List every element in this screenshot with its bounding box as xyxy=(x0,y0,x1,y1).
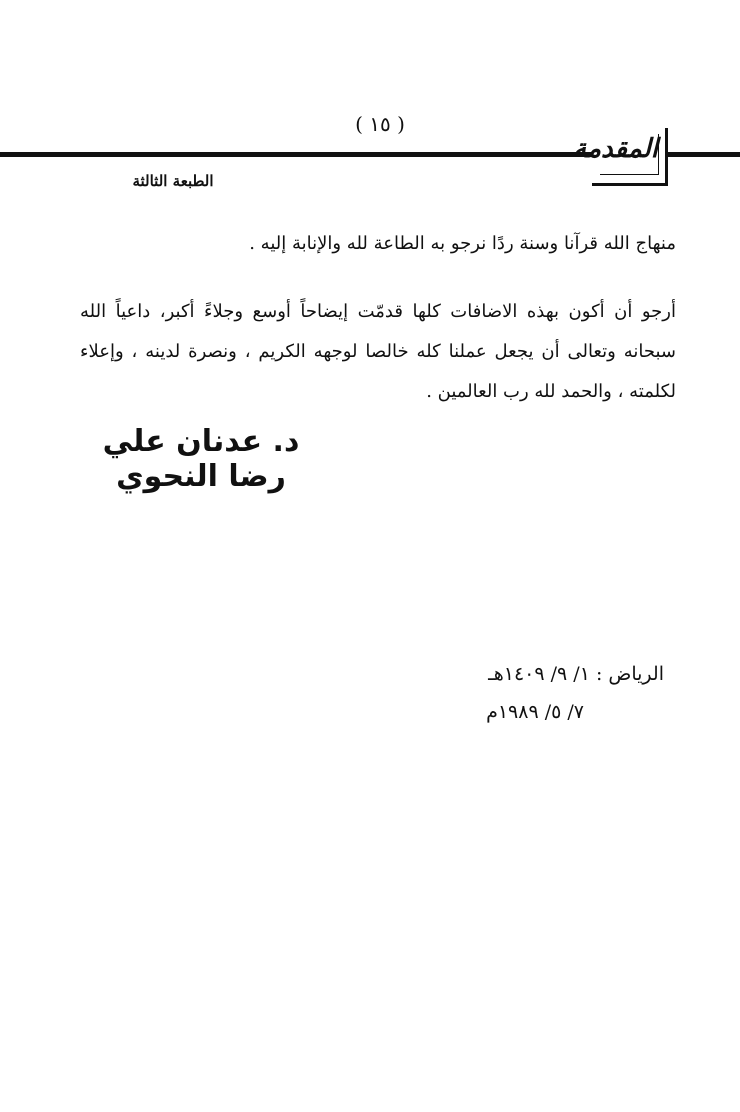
page-number: ( ١٥ ) xyxy=(355,112,405,136)
author-signature: د. عدنان علي رضا النحوي xyxy=(102,424,300,494)
paragraph-2: أرجو أن أكون بهذه الاضافات كلها قدمّت إيضاحاً أوسع وجلاءً أكبر، داعياً الله سبحانه وتعالى أن يجعل عملنا كله خالصا لوجهه الكريم ، ونصرة لدينه ، وإعلاء لكلمته ، والحمد لله رب العالمين . xyxy=(80,301,676,402)
gregorian-date: ٧/ ٥/ ١٩٨٩م xyxy=(486,701,584,723)
paragraph-1: منهاج الله قرآنا وسنة ردًا نرجو به الطاعة لله والإنابة إليه . xyxy=(249,233,676,254)
section-title: المقدمة xyxy=(573,134,658,164)
place-and-hijri-date: الرياض : ١/ ٩/ ١٤٠٩هـ xyxy=(488,663,664,685)
section-title-box xyxy=(573,128,668,186)
edition-label: الطبعة الثالثة xyxy=(132,172,214,190)
